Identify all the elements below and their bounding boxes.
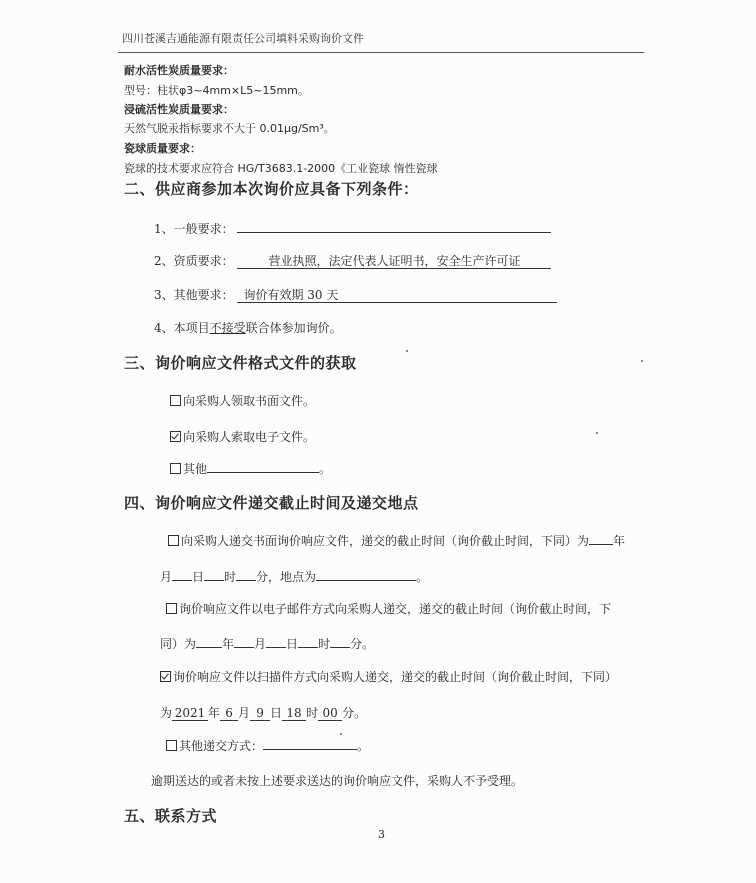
day-label-paper: 日 — [192, 570, 205, 584]
consortium-pre: 4、本项目 — [154, 321, 210, 335]
option-paper-file-label: 向采购人领取书面文件。 — [183, 394, 316, 408]
submission-scan-line2 — [160, 704, 366, 721]
blank-hour-email — [298, 647, 318, 648]
requirement-other-label: 3、其他要求： — [154, 288, 234, 302]
ceramic-text: 瓷球的技术要求应符合 HG/T3683.1-2000《工业瓷球 惰性瓷球 — [124, 162, 438, 175]
scan-speck — [641, 360, 643, 362]
scan-for-label: 为 — [160, 706, 173, 720]
year-label-paper: 年 — [613, 534, 626, 548]
blank-day-paper — [172, 580, 192, 581]
requirement-consortium — [154, 319, 342, 336]
checkbox-submission-paper[interactable] — [168, 535, 179, 546]
deadline-minute: 00 — [318, 706, 342, 721]
email-for-label: 同）为 — [160, 637, 197, 651]
blank-min-paper — [236, 580, 256, 581]
submission-email-line2 — [160, 635, 374, 652]
consortium-post: 联合体参加询价。 — [245, 321, 342, 335]
hour-label-scan: 时 — [306, 706, 319, 720]
waterproof-title: 耐水活性炭质量要求： — [124, 64, 234, 77]
scan-speck — [596, 432, 598, 434]
hour-label-paper: 时 — [224, 570, 237, 584]
submission-email-line1 — [166, 600, 611, 617]
day-label-scan: 日 — [270, 706, 283, 720]
min-label-scan: 分。 — [342, 706, 367, 720]
checkbox-other-file[interactable] — [170, 463, 181, 474]
option-other-file-end: 。 — [319, 462, 332, 476]
requirement-other — [154, 286, 557, 303]
blank-min-email — [330, 647, 350, 648]
option-other-file-blank — [207, 472, 319, 473]
paper-end: 。 — [416, 570, 429, 584]
document-header: 四川苍溪吉通能源有限责任公司填料采购询价文件 — [122, 32, 364, 45]
section2-title: 二、供应商参加本次询价应具备下列条件： — [124, 180, 419, 198]
submission-scan-line1 — [160, 668, 617, 685]
submission-scan-text: 询价响应文件以扫描件方式向采购人递交，递交的截止时间（询价截止时间，下同） — [173, 670, 618, 684]
ceramic-title: 瓷球质量要求： — [124, 142, 201, 155]
deadline-month: 6 — [220, 706, 238, 721]
submission-paper-line2 — [160, 568, 428, 585]
option-electronic-file-label: 向采购人索取电子文件。 — [183, 430, 316, 444]
scan-speck — [406, 350, 408, 352]
waterproof-text: 型号：柱状φ3~4mm×L5~15mm。 — [124, 84, 309, 97]
header-rule — [118, 52, 644, 53]
option-other-file — [170, 460, 331, 477]
sulfur-title: 浸硫活性炭质量要求： — [124, 103, 234, 116]
requirement-general — [154, 220, 551, 237]
min-label-email: 分。 — [350, 637, 375, 651]
option-electronic-file — [170, 428, 315, 445]
submission-email-text: 询价响应文件以电子邮件方式向采购人递交，递交的截止时间（询价截止时间，下 — [179, 602, 612, 616]
blank-year-paper — [589, 544, 613, 545]
blank-day-email — [266, 647, 286, 648]
year-label-scan: 年 — [208, 706, 221, 720]
checkbox-submission-other[interactable] — [166, 740, 177, 751]
requirement-qualification — [154, 252, 551, 269]
submission-paper-line1 — [168, 532, 625, 549]
requirement-general-label: 1、一般要求： — [154, 222, 234, 236]
option-other-file-label: 其他 — [183, 462, 208, 476]
month-label-paper: 月 — [160, 570, 173, 584]
requirement-qualification-label: 2、资质要求： — [154, 254, 234, 268]
sulfur-text: 天然气脱汞指标要求不大于 0.01μg/Sm³。 — [124, 122, 335, 135]
hour-label-email: 时 — [318, 637, 331, 651]
blank-year-email — [196, 647, 222, 648]
page-number: 3 — [378, 828, 385, 841]
blank-hour-paper — [204, 580, 224, 581]
submission-other-blank — [263, 749, 357, 750]
requirement-other-value: 询价有效期 30 天 — [237, 288, 557, 303]
year-label-email: 年 — [222, 637, 235, 651]
month-label-scan: 月 — [238, 706, 251, 720]
blank-location-paper — [316, 580, 416, 581]
deadline-hour: 18 — [282, 706, 306, 721]
section3-title: 三、询价响应文件格式文件的获取 — [124, 354, 357, 372]
section4-title: 四、询价响应文件递交截止时间及递交地点 — [124, 494, 419, 512]
requirement-general-value — [237, 232, 551, 233]
deadline-year: 2021 — [172, 706, 208, 721]
checkbox-paper-file[interactable] — [170, 395, 181, 406]
blank-month-email — [234, 647, 254, 648]
month-label-email: 月 — [254, 637, 267, 651]
checkbox-electronic-file[interactable] — [170, 431, 181, 442]
min-label-paper: 分，地点为 — [256, 570, 317, 584]
deadline-day: 9 — [250, 706, 270, 721]
day-label-email: 日 — [286, 637, 299, 651]
consortium-not-accepted: 不接受 — [209, 321, 246, 335]
submission-paper-text: 向采购人递交书面询价响应文件，递交的截止时间（询价截止时间，下同）为 — [181, 534, 590, 548]
submission-other — [166, 737, 369, 754]
checkbox-submission-scan[interactable] — [160, 671, 171, 682]
late-submission-note: 逾期送达的或者未按上述要求送达的询价响应文件，采购人不予受理。 — [151, 774, 524, 788]
submission-other-end: 。 — [357, 739, 370, 753]
checkbox-submission-email[interactable] — [166, 603, 177, 614]
submission-other-label: 其他递交方式： — [179, 739, 264, 753]
requirement-qualification-value: 营业执照，法定代表人证明书，安全生产许可证 — [237, 254, 551, 269]
section5-title: 五、联系方式 — [124, 807, 218, 825]
scan-speck — [340, 733, 342, 735]
option-paper-file — [170, 392, 315, 409]
